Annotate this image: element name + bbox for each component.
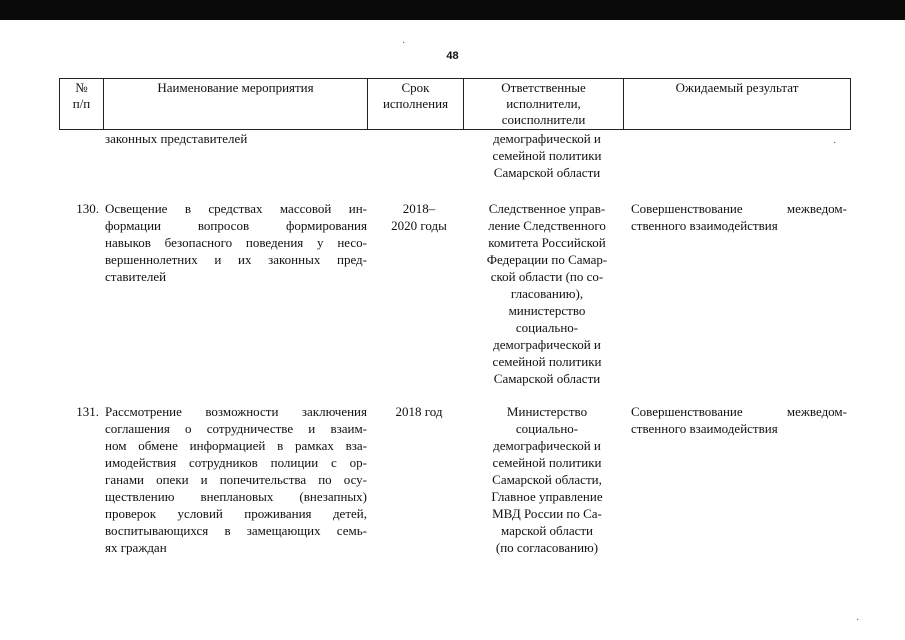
row-responsible: Следственное управ- ление Следственного комитета Российской Федерации по Самар- ской области (по со- гласованию), министерство социально- демографической и семейной политики Самарской области [486, 201, 608, 386]
header-col-term: Срок исполнения [368, 79, 464, 130]
row-name: Рассмотрение возможности заключения соглашения о сотрудничестве и взаим- ном обмене информацией в рамках вза- имодействия сотрудников полиции с ор- ганами опеки и попечительства по осу- ществлению внеплановых (внезапных) проверок условий проживания детей, воспитывающихся в замещающих семь- ях граждан [105, 404, 367, 555]
table-row [59, 403, 850, 563]
row-term: 2018– 2020 годы [391, 201, 447, 233]
scan-speck: · [402, 38, 406, 49]
row-responsible: демографической и семейной политики Самарской области [492, 131, 602, 180]
row-number: 130. [76, 201, 99, 216]
row-responsible: Министерство социально- демографической и семейной политики Самарской области, Главное управление МВД России по Са- марской области (по согласованию) [491, 404, 603, 555]
table-row [59, 130, 850, 182]
header-col-number: № п/п [60, 79, 104, 130]
scan-speck: · [856, 615, 860, 626]
row-name: Освещение в средствах массовой ин- формации вопросов формирования навыков безопасного поведения у несо- вершеннолетних и их законных пред- ставителей [105, 201, 367, 284]
table-header [59, 78, 851, 130]
table-row [59, 200, 850, 390]
header-col-name: Наименование мероприятия [104, 79, 368, 130]
row-result: Совершенствование межведом- ственного взаимодействия [631, 201, 847, 233]
header-col-responsible: Ответственные исполнители, соисполнители [464, 79, 624, 130]
scan-top-border [0, 0, 905, 20]
scan-speck: · [833, 138, 837, 149]
row-name: законных представителей [105, 131, 248, 146]
header-col-result: Ожидаемый результат [624, 79, 851, 130]
row-number: 131. [76, 404, 99, 419]
row-term: 2018 год [395, 404, 443, 419]
page-number: 48 [446, 50, 459, 62]
row-result: Совершенствование межведом- ственного взаимодействия [631, 404, 847, 436]
